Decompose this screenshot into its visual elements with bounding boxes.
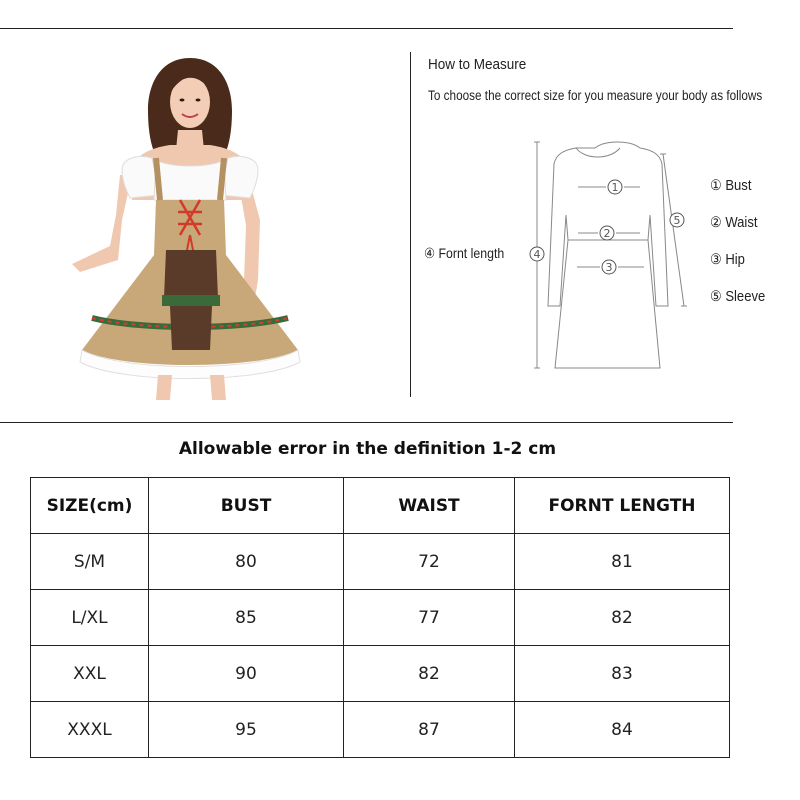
front-length-label [424,245,504,262]
table-row [31,534,730,590]
svg-text:3: 3 [605,261,613,274]
cell-bust: 90 [149,646,344,702]
cell-front-length: 83 [515,646,730,702]
cell-front-length: 84 [515,702,730,758]
svg-text:4: 4 [533,248,541,261]
guide-subtitle: To choose the correct size for you measure your body as follows [428,88,763,103]
legend-number: ⑤ [710,289,722,305]
cell-bust: 95 [149,702,344,758]
svg-text:2: 2 [603,227,611,240]
size-chart-table [30,477,730,758]
middle-rule [0,422,733,423]
legend-label: Bust [725,178,752,194]
front-length-number: ④ [424,245,436,261]
header-front-length: FORNT LENGTH [515,478,730,534]
cell-size: XXXL [31,702,149,758]
legend-label: Waist [725,215,758,231]
cell-front-length: 81 [515,534,730,590]
legend-number: ① [710,178,722,194]
product-photo [60,50,320,400]
table-row [31,590,730,646]
front-length-text: Fornt length [438,245,505,261]
legend-item-hip [710,252,745,268]
svg-text:1: 1 [611,181,619,194]
header-bust: BUST [149,478,344,534]
cell-waist: 77 [344,590,515,646]
legend-item-sleeve [710,289,765,305]
table-row [31,702,730,758]
cell-bust: 85 [149,590,344,646]
legend-item-bust [710,178,751,194]
legend-number: ② [710,215,722,231]
cell-front-length: 82 [515,590,730,646]
legend-label: Hip [725,252,745,268]
legend-number: ③ [710,252,722,268]
guide-title: How to Measure [428,56,527,73]
legend-label: Sleeve [725,289,766,305]
header-waist: WAIST [344,478,515,534]
allowable-error-note: Allowable error in the definition 1-2 cm [178,439,557,459]
header-size: SIZE(cm) [31,478,149,534]
cell-size: S/M [31,534,149,590]
cell-bust: 80 [149,534,344,590]
vertical-divider [410,52,411,397]
cell-waist: 87 [344,702,515,758]
table-header-row [31,478,730,534]
svg-text:5: 5 [673,214,681,227]
legend-item-waist [710,215,757,231]
cell-waist: 82 [344,646,515,702]
cell-waist: 72 [344,534,515,590]
table-row [31,646,730,702]
cell-size: L/XL [31,590,149,646]
cell-size: XXL [31,646,149,702]
top-rule [0,28,733,29]
